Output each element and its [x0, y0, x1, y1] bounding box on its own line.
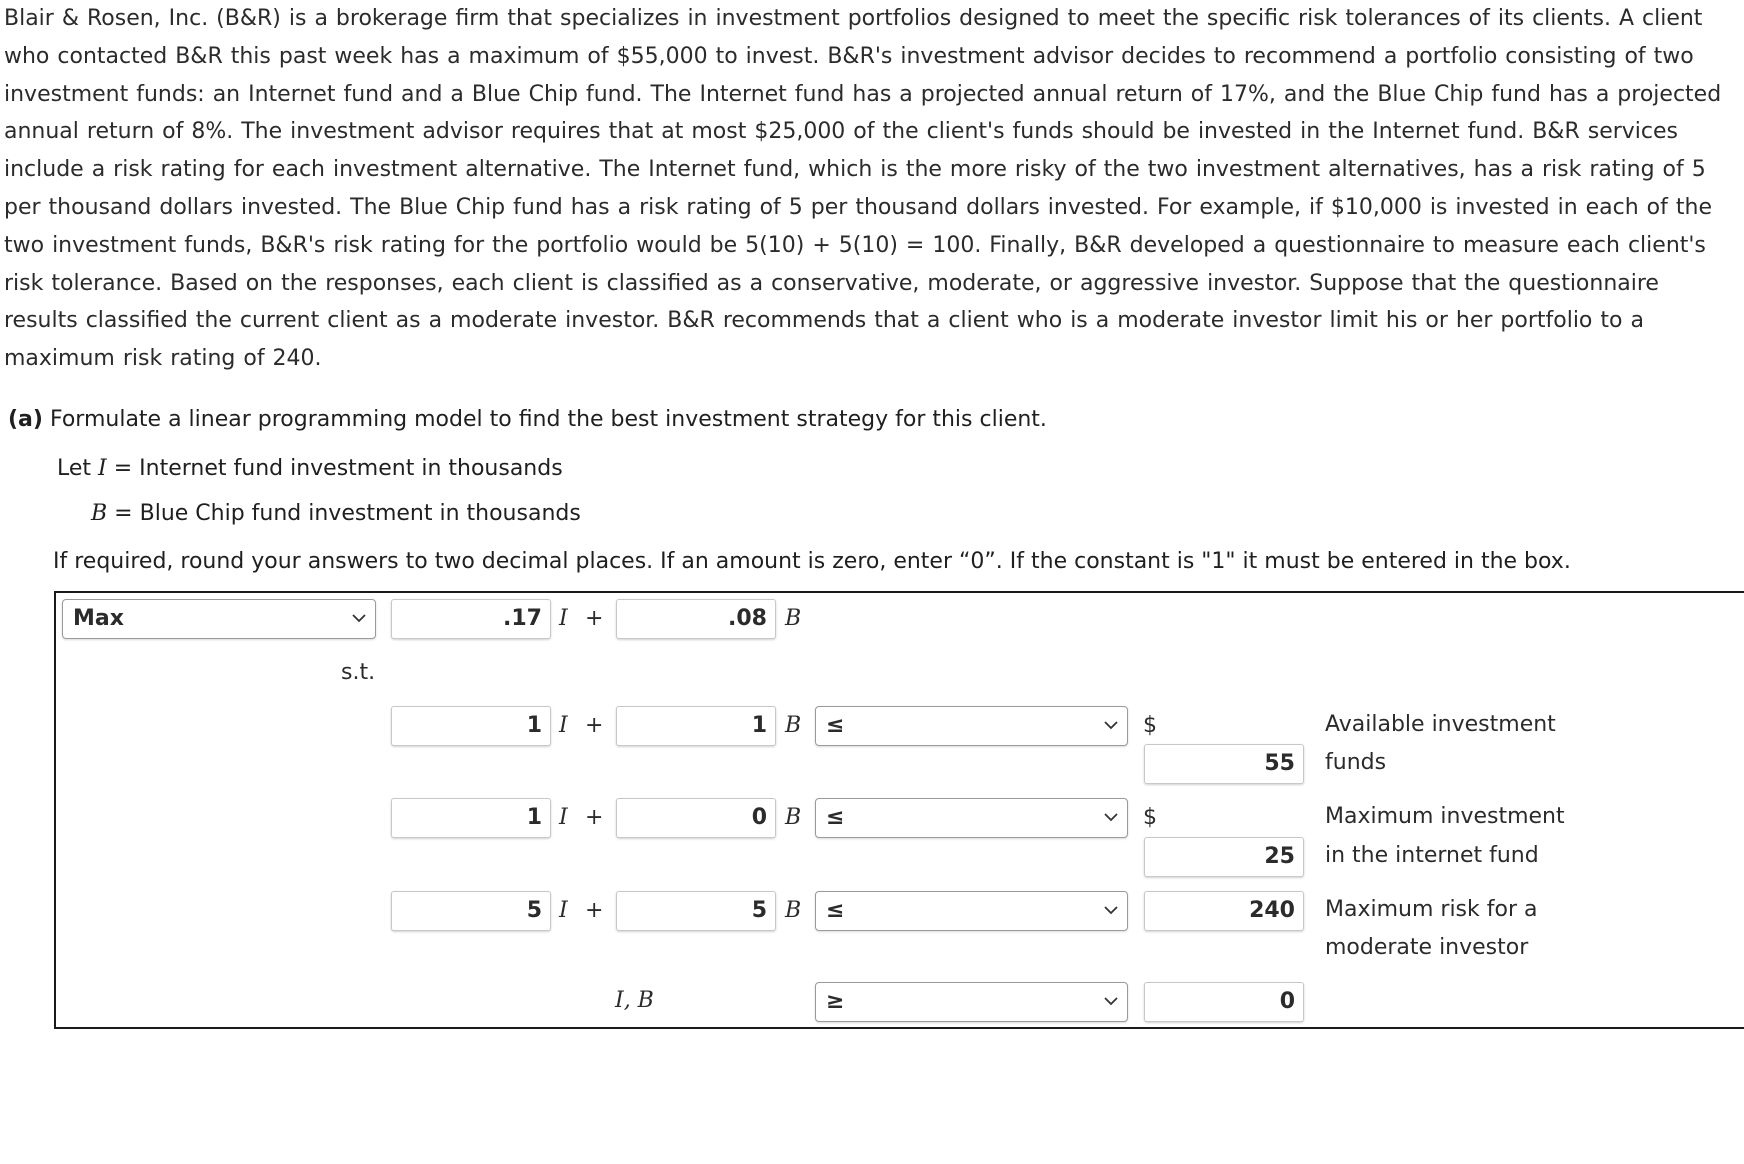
c2-operator-value: ≤ — [826, 805, 845, 830]
problem-statement: Blair & Rosen, Inc. (B&R) is a brokerage firm that specializes in investment portfolios designed to meet the specific risk tolerances of its clients. A client who contacted B&R this past week has a maximum of $55,000 to invest. B&R's investment advisor decides to recommend a portfolio consisting of two investment funds: an Internet fund and a Blue Chip fund. The Internet fund has a projected annual return of 17%, and the Blue Chip fund has a projected annual return of 8%. The investment advisor requires that at most $25,000 of the client's funds should be invested in the Internet fund. B&R services include a risk rating for each investment alternative. The Internet fund, which is the more risky of the two investment alternatives, has a risk rating of 5 per thousand dollars invested. The Blue Chip fund has a risk rating of 5 per thousand dollars invested. For example, if $10,000 is invested in each of the two investment funds, B&R's risk rating for the portfolio would be 5(10) + 5(10) = 100. Finally, B&R developed a questionnaire to measure each client's risk tolerance. Based on the responses, each client is classified as a conservative, moderate, or aggressive investor. Suppose that the questionnaire results classified the current client as a moderate investor. B&R recommends that a client who is a moderate investor limit his or her portfolio to a maximum risk rating of 240. — [4, 6, 1722, 372]
c1-coef-I-input[interactable]: 1 — [391, 706, 551, 746]
c3-coef-B-input[interactable]: 5 — [616, 891, 776, 931]
c2-label-line1: Maximum investment — [1325, 804, 1565, 829]
c1-operator-select[interactable] — [815, 706, 1128, 746]
c3-operator-value: ≤ — [826, 898, 845, 923]
def-B-line — [91, 501, 581, 526]
c1-label-line1: Available investment — [1325, 712, 1556, 737]
c3-coef-I-input[interactable]: 5 — [391, 891, 551, 931]
objective-var-B: B — [785, 606, 802, 631]
c2-plus: + — [585, 805, 604, 830]
objective-var-I: I — [559, 606, 568, 631]
nonneg-operator-select[interactable] — [815, 982, 1128, 1022]
part-a-label: (a) — [8, 407, 43, 432]
def-I: Internet fund investment in thousands — [139, 456, 563, 481]
part-a-text: Formulate a linear programming model to find the best investment strategy for this client. — [49, 407, 1047, 432]
c2-dollar-sign: $ — [1143, 805, 1157, 830]
c1-plus: + — [585, 713, 604, 738]
c3-var-B: B — [785, 898, 802, 923]
objective-plus: + — [585, 606, 604, 631]
chevron-down-icon — [1103, 995, 1119, 1007]
instructions: If required, round your answers to two decimal places. If an amount is zero, enter “0”. If the constant is "1" it must be entered in the box. — [53, 549, 1571, 574]
c3-plus: + — [585, 898, 604, 923]
chevron-down-icon — [351, 612, 367, 624]
c3-var-I: I — [559, 898, 568, 923]
chevron-down-icon — [1103, 719, 1119, 731]
c3-rhs-input[interactable]: 240 — [1144, 891, 1304, 931]
c2-operator-select[interactable] — [815, 798, 1128, 838]
part-a-heading — [8, 407, 1047, 432]
def-B: Blue Chip fund investment in thousands — [139, 501, 581, 526]
eq-sign-I: = — [113, 456, 133, 481]
c1-coef-B-input[interactable]: 1 — [616, 706, 776, 746]
c3-operator-select[interactable] — [815, 891, 1128, 931]
var-B: B — [91, 501, 108, 526]
nonneg-operator-value: ≥ — [826, 989, 845, 1014]
chevron-down-icon — [1103, 811, 1119, 823]
objective-select-value: Max — [73, 606, 124, 631]
def-I-line — [57, 456, 563, 481]
var-I: I — [98, 456, 107, 481]
subject-to-label: s.t. — [341, 660, 376, 685]
c1-rhs-input[interactable]: 55 — [1144, 744, 1304, 784]
c1-var-I: I — [559, 713, 568, 738]
c3-label-line2: moderate investor — [1325, 935, 1529, 960]
eq-sign-B: = — [114, 501, 133, 526]
c2-coef-I-input[interactable]: 1 — [391, 798, 551, 838]
objective-coef-I-input[interactable]: .17 — [391, 599, 551, 639]
c1-operator-value: ≤ — [826, 713, 845, 738]
objective-select[interactable] — [62, 599, 376, 639]
c2-var-I: I — [559, 805, 568, 830]
chevron-down-icon — [1103, 904, 1119, 916]
c2-label-line2: in the internet fund — [1325, 843, 1539, 868]
c2-var-B: B — [785, 805, 802, 830]
c1-dollar-sign: $ — [1143, 713, 1157, 738]
c1-var-B: B — [785, 713, 802, 738]
c2-coef-B-input[interactable]: 0 — [616, 798, 776, 838]
c1-label-line2: funds — [1325, 750, 1387, 775]
nonneg-rhs-input[interactable]: 0 — [1144, 982, 1304, 1022]
let-word: Let — [57, 456, 92, 481]
objective-coef-B-input[interactable]: .08 — [616, 599, 776, 639]
c2-rhs-input[interactable]: 25 — [1144, 837, 1304, 877]
c3-label-line1: Maximum risk for a — [1325, 897, 1538, 922]
nonneg-vars: I, B — [615, 988, 654, 1013]
